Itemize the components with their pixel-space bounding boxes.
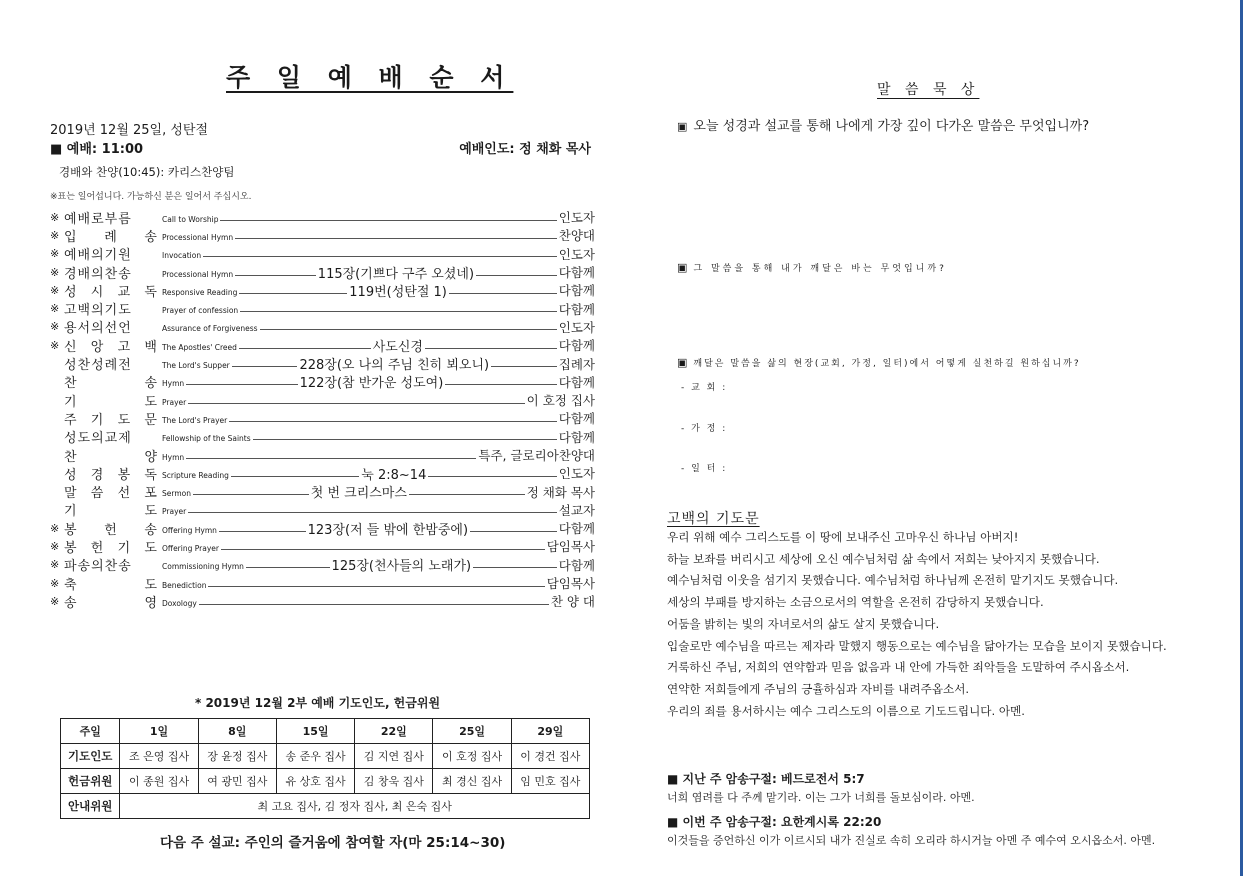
- schedule-header: 29일: [511, 719, 589, 744]
- order-item-leader: 찬양대: [558, 228, 595, 244]
- order-item-leader: 다함께: [558, 429, 595, 445]
- question-2: ▣ 그 말씀을 통해 내가 깨달은 바는 무엇입니까?: [677, 261, 947, 274]
- schedule-header: 주일: [61, 719, 120, 744]
- schedule-header-row: [61, 719, 590, 744]
- table-cell: 임 민호 집사: [511, 769, 589, 794]
- prayer-line: 어둠을 밝히는 빛의 자녀로서의 삶도 살지 못했습니다.: [667, 616, 940, 631]
- leader-line: [186, 384, 297, 385]
- order-item-english: Offering Prayer: [162, 543, 219, 553]
- order-item-english: Hymn: [162, 452, 185, 462]
- meditation-title: 말 씀 묵 상: [877, 82, 980, 98]
- prayer-title: 고백의 기도문: [667, 511, 760, 527]
- order-item-english: Fellowship of the Saints: [162, 434, 251, 444]
- order-row: [50, 373, 595, 391]
- order-item-name: 파송의찬송: [64, 559, 132, 575]
- row-label: 기도인도: [61, 744, 120, 769]
- prayer-line: 세상의 부패를 방지하는 소금으로서의 역할을 온전히 감당하지 못했습니다.: [667, 595, 1044, 610]
- leader-line: [476, 275, 557, 276]
- order-item-name: 말 씀 선 포: [64, 486, 158, 502]
- order-item-english: Call to Worship: [162, 214, 219, 224]
- order-mark: ※: [50, 247, 60, 261]
- leader-line: [235, 238, 557, 239]
- service-date: 2019년 12월 25일, 성탄절: [50, 123, 209, 138]
- prayer-line: 우리 위해 예수 그리스도를 이 땅에 보내주신 고마우신 하나님 아버지!: [667, 530, 1019, 544]
- page-title: 주 일 예 배 순 서: [226, 63, 514, 92]
- order-item-detail: 눅 2:8~14: [361, 467, 427, 483]
- row-label: 안내위원: [61, 794, 120, 819]
- order-item-detail: 115장(기쁘다 구주 오셨네): [317, 266, 475, 282]
- order-item-leader: 집례자: [558, 356, 596, 372]
- order-item-name: 주 기 도 문: [64, 412, 158, 428]
- order-item-english: The Lord's Supper: [162, 361, 230, 371]
- leader-line: [220, 220, 556, 221]
- leader-line: [188, 512, 557, 513]
- order-item-detail: 사도신경: [372, 339, 423, 355]
- leader-line: [240, 311, 557, 312]
- row-label: 헌금위원: [61, 769, 120, 794]
- order-item-leader: 다함께: [558, 557, 595, 573]
- order-item-leader: 찬 양 대: [550, 594, 595, 610]
- confession-prayer: [667, 527, 1227, 722]
- prayer-line: 우리의 죄를 용서하시는 예수 그리스도의 이름으로 기도드립니다. 아멘.: [667, 703, 1025, 718]
- leader-line: [232, 366, 298, 367]
- order-row: [50, 574, 595, 592]
- table-cell: 이 종원 집사: [120, 769, 198, 794]
- table-cell: 장 윤정 집사: [198, 744, 276, 769]
- order-item-name: 입 례 송: [64, 229, 158, 245]
- leader-line: [470, 531, 557, 532]
- table-cell: 김 지연 집사: [355, 744, 433, 769]
- order-item-name: 봉 헌 송: [64, 522, 158, 538]
- next-sermon: 다음 주 설교: 주인의 즐거움에 참여할 자(마 25:14~30): [160, 835, 506, 851]
- order-item-leader: 인도자: [558, 319, 595, 335]
- schedule-header: 1일: [120, 719, 198, 744]
- order-item-name: 송 영: [64, 595, 158, 611]
- order-item-leader: 특주, 글로리아찬양대: [478, 448, 595, 463]
- prayer-line: 하늘 보좌를 버리시고 세상에 오신 예수님처럼 삶 속에서 저희는 낮아지지 못했습니다.: [667, 551, 1100, 566]
- leader-line: [221, 549, 545, 550]
- order-item-detail: 123장(저 들 밖에 한밤중에): [307, 522, 469, 538]
- order-mark: ※: [50, 210, 60, 224]
- order-item-leader: 이 호정 집사: [526, 393, 595, 409]
- leader-line: [425, 348, 557, 349]
- leader-line: [229, 421, 557, 422]
- question-3: ▣ 깨달은 말씀을 삶의 현장(교회, 가정, 일터)에서 어떻게 실천하길 원하십니까?: [677, 356, 1081, 369]
- order-item-english: The Lord's Prayer: [162, 415, 228, 425]
- last-week-verse-heading: ■ 지난 주 암송구절: 베드로전서 5:7: [667, 772, 865, 786]
- order-row: [50, 336, 595, 354]
- order-item-name: 봉 헌 기 도: [64, 541, 158, 556]
- order-item-name: 기 도: [64, 394, 158, 410]
- schedule-title: * 2019년 12월 2부 예배 기도인도, 헌금위원: [195, 696, 441, 710]
- leader-line: [193, 494, 309, 495]
- order-item-leader: 다함께: [558, 301, 595, 317]
- order-row: [50, 354, 595, 372]
- order-item-english: Prayer: [162, 397, 187, 407]
- place-home: - 가 정 :: [681, 424, 728, 434]
- leader-line: [473, 567, 557, 568]
- ushers-cell: 최 고요 집사, 김 정자 집사, 최 은숙 집사: [120, 794, 590, 819]
- order-item-name: 찬 양: [64, 449, 158, 465]
- order-row: [50, 501, 595, 519]
- order-item-english: The Apostles' Creed: [162, 342, 237, 352]
- order-item-english: Hymn: [162, 379, 185, 389]
- table-cell: 최 경신 집사: [433, 769, 511, 794]
- leader-line: [449, 293, 557, 294]
- order-item-detail: 122장(참 반가운 성도여): [299, 376, 444, 392]
- schedule-table: [60, 718, 590, 819]
- schedule-header: 15일: [276, 719, 354, 744]
- leader-line: [208, 586, 544, 587]
- order-mark: ※: [50, 576, 60, 590]
- table-cell: 김 창욱 집사: [355, 769, 433, 794]
- this-week-verse-heading: ■ 이번 주 암송구절: 요한계시록 22:20: [667, 815, 882, 829]
- checkbox-mark-icon: ▣: [677, 356, 688, 369]
- order-item-english: Scripture Reading: [162, 470, 229, 480]
- order-item-english: Invocation: [162, 251, 202, 261]
- order-item-leader: 인도자: [558, 246, 595, 262]
- order-item-detail: 119번(성탄절 1): [349, 284, 447, 300]
- checkbox-mark-icon: ▣: [677, 261, 688, 274]
- schedule-header: 8일: [198, 719, 276, 744]
- order-item-name: 성 시 교 독: [64, 284, 158, 300]
- order-item-leader: 담임목사: [546, 539, 595, 555]
- leader-line: [203, 256, 557, 257]
- order-item-leader: 인도자: [558, 466, 595, 482]
- order-row: [50, 482, 595, 500]
- leader-line: [219, 531, 306, 532]
- order-row: [50, 391, 595, 409]
- order-item-english: Sermon: [162, 489, 191, 499]
- prayer-line: 연약한 저희들에게 주님의 긍휼하심과 자비를 내려주옵소서.: [667, 681, 970, 696]
- prayer-line: 입술로만 예수님을 따르는 제자라 말했지 행동으로는 예수님을 닮아가는 모습을 보이지 못했습니다.: [667, 638, 1167, 653]
- order-item-name: 축 도: [64, 577, 158, 593]
- order-row: [50, 519, 595, 537]
- order-list: [50, 208, 595, 611]
- order-mark: ※: [50, 302, 60, 316]
- order-item-leader: 설교자: [558, 502, 595, 518]
- leader-line: [428, 476, 556, 477]
- leader-line: [231, 476, 359, 477]
- place-work: - 일 터 :: [681, 464, 728, 474]
- order-item-name: 경배의찬송: [64, 266, 132, 282]
- leader-line: [409, 494, 525, 495]
- order-item-leader: 다함께: [558, 374, 595, 390]
- order-item-name: 기 도: [64, 504, 158, 520]
- order-row: [50, 226, 595, 244]
- leader-line: [260, 329, 557, 330]
- order-mark: ※: [50, 521, 60, 535]
- order-item-english: Commissioning Hymn: [162, 562, 244, 572]
- table-cell: 유 상호 집사: [276, 769, 354, 794]
- order-row: [50, 592, 595, 610]
- order-item-english: Offering Hymn: [162, 525, 217, 535]
- table-cell: 여 광민 집사: [198, 769, 276, 794]
- order-mark: ※: [50, 320, 60, 334]
- order-item-leader: 다함께: [558, 338, 596, 354]
- order-row: [50, 464, 595, 482]
- order-row: [50, 318, 595, 336]
- order-item-leader: 정 채화 목사: [526, 484, 596, 500]
- order-item-leader: 다함께: [558, 521, 596, 537]
- order-item-english: Doxology: [162, 598, 197, 608]
- order-row: [50, 446, 595, 464]
- leader-line: [188, 403, 524, 404]
- order-item-english: Assurance of Forgiveness: [162, 324, 258, 334]
- order-item-name: 성 경 봉 독: [64, 467, 158, 483]
- stand-note: ※표는 일어섭니다. 가능하신 분은 일어서 주십시오.: [50, 192, 252, 202]
- leader-line: [239, 348, 371, 349]
- order-item-name: 찬 송: [64, 376, 158, 392]
- order-item-name: 성찬성례전: [64, 358, 132, 374]
- order-item-detail: 첫 번 크리스마스: [310, 486, 407, 502]
- order-mark: ※: [50, 594, 60, 608]
- order-item-leader: 담임목사: [546, 576, 595, 592]
- worship-time-line: [50, 138, 595, 157]
- order-item-detail: 125장(천사들의 노래가): [331, 559, 472, 575]
- order-row: [50, 556, 595, 574]
- order-item-english: Benediction: [162, 580, 207, 590]
- table-cell: 조 은영 집사: [120, 744, 198, 769]
- order-row: [50, 208, 595, 226]
- question-1: ▣ 오늘 성경과 설교를 통해 나에게 가장 깊이 다가온 말씀은 무엇입니까?: [677, 119, 1090, 134]
- order-item-name: 성도의교제: [64, 431, 132, 447]
- prayer-line: 거룩하신 주님, 저희의 연약함과 믿음 없음과 내 안에 가득한 죄악들을 도말하여 주시옵소서.: [667, 660, 1130, 675]
- order-mark: ※: [50, 228, 60, 242]
- checkbox-mark-icon: ▣: [677, 120, 688, 133]
- leader-line: [253, 439, 557, 440]
- order-row: [50, 428, 595, 446]
- leader-line: [445, 384, 556, 385]
- leader-line: [246, 567, 330, 568]
- order-item-leader: 다함께: [558, 411, 595, 427]
- order-item-english: Prayer: [162, 507, 187, 517]
- leader-line: [235, 275, 316, 276]
- order-item-english: Prayer of confession: [162, 306, 239, 316]
- schedule-header: 22일: [355, 719, 433, 744]
- order-item-english: Processional Hymn: [162, 269, 234, 279]
- schedule-header: 25일: [433, 719, 511, 744]
- order-mark: ※: [50, 539, 60, 553]
- order-row: [50, 409, 595, 427]
- order-row: [50, 245, 595, 263]
- offering-row: [61, 769, 590, 794]
- leader-line: [239, 293, 347, 294]
- order-item-leader: 다함께: [558, 265, 595, 281]
- usher-row: [61, 794, 590, 819]
- order-item-name: 신 앙 고 백: [64, 339, 158, 355]
- prelude-note: 경배와 찬양(10:45): 카리스찬양팀: [59, 165, 235, 179]
- table-cell: 이 경건 집사: [511, 744, 589, 769]
- order-item-name: 예배로부름: [64, 211, 132, 227]
- order-row: [50, 299, 595, 317]
- table-cell: 이 호정 집사: [433, 744, 511, 769]
- order-item-name: 용서의선언: [64, 321, 132, 337]
- leader-line: [199, 604, 549, 605]
- order-item-leader: 인도자: [558, 210, 595, 226]
- order-item-english: Processional Hymn: [162, 232, 234, 242]
- order-item-name: 고백의기도: [64, 303, 132, 319]
- leader-line: [186, 458, 476, 459]
- prayer-line: 예수님처럼 이웃을 섬기지 못했습니다. 예수님처럼 하나님께 온전히 맡기지도 못했습니다.: [667, 573, 1119, 588]
- order-mark: ※: [50, 265, 60, 279]
- order-mark: ※: [50, 338, 60, 352]
- order-item-leader: 다함께: [558, 283, 596, 299]
- order-mark: ※: [50, 283, 60, 297]
- worship-time: ■ 예배: 11:00: [50, 142, 144, 157]
- prayer-leader-row: [61, 744, 590, 769]
- leader-line: [491, 366, 557, 367]
- order-row: [50, 263, 595, 281]
- order-item-detail: 228장(오 나의 주님 친히 뵈오니): [299, 358, 490, 374]
- order-row: [50, 537, 595, 555]
- this-week-verse: 이것들을 증언하신 이가 이르시되 내가 진실로 속히 오리라 하시거늘 아멘 주 예수여 오시옵소서. 아멘.: [667, 834, 1156, 847]
- order-row: [50, 281, 595, 299]
- worship-leader: 예배인도: 정 채화 목사: [459, 142, 591, 157]
- order-item-name: 예배의기원: [64, 248, 132, 264]
- place-church: - 교 회 :: [681, 383, 728, 393]
- order-mark: ※: [50, 558, 60, 572]
- order-item-english: Responsive Reading: [162, 287, 238, 297]
- table-cell: 송 준우 집사: [276, 744, 354, 769]
- last-week-verse: 너희 염려를 다 주께 맡기라. 이는 그가 너희를 돌보심이라. 아멘.: [667, 791, 975, 804]
